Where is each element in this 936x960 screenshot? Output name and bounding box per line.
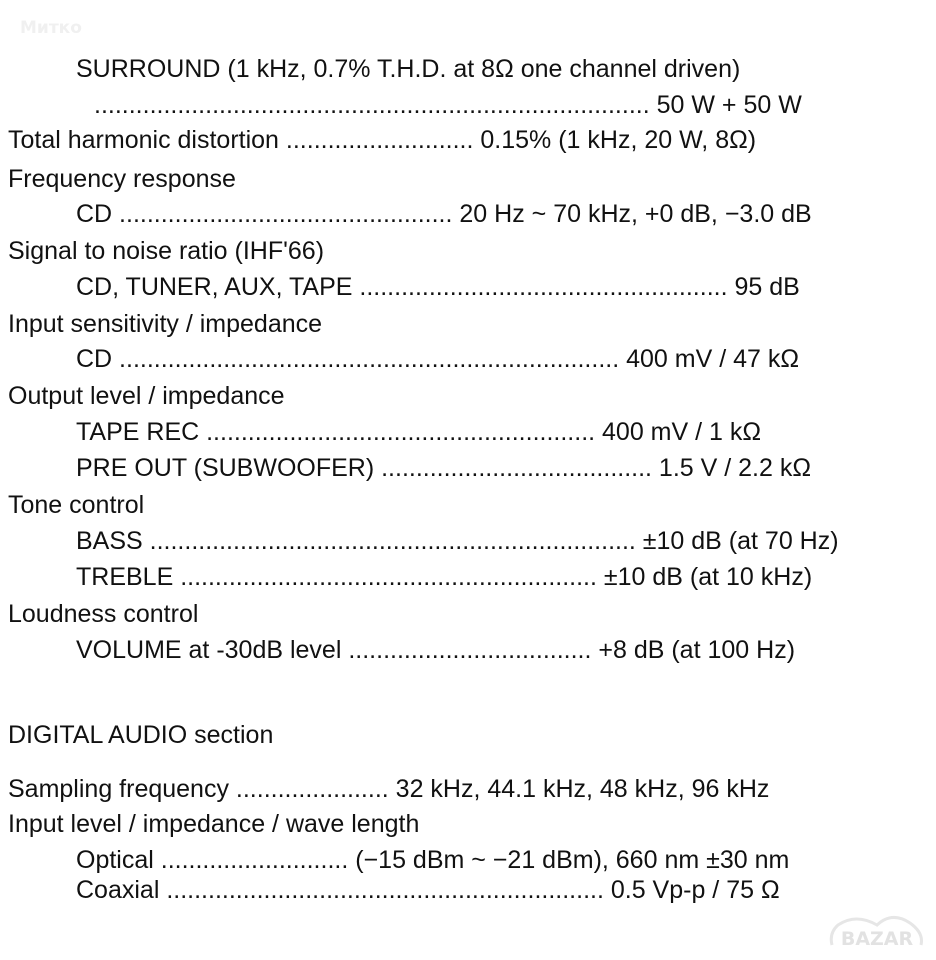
- surround-value-line: ................................................................................ 50 W + 50 W: [94, 91, 802, 119]
- svg-text:BAZAR: BAZAR: [840, 928, 914, 950]
- loudness-control-heading: Loudness control: [8, 600, 199, 628]
- frequency-response-heading: Frequency response: [8, 165, 236, 193]
- optical-line: Optical ........................... (−15 dBm ~ −21 dBm), 660 nm ±30 nm: [76, 846, 790, 874]
- input-sensitivity-heading: Input sensitivity / impedance: [8, 310, 323, 338]
- coaxial-line: Coaxial ............................................................... 0.5 Vp-p / 75 Ω: [76, 876, 780, 904]
- bass-line: BASS ...................................................................... ±10 dB (at 70 Hz): [76, 527, 839, 555]
- snr-heading: Signal to noise ratio (IHF'66): [8, 237, 325, 265]
- surround-heading: SURROUND (1 kHz, 0.7% T.H.D. at 8Ω one channel driven): [76, 55, 741, 83]
- pre-out-line: PRE OUT (SUBWOOFER) ....................................... 1.5 V / 2.2 kΩ: [76, 454, 812, 482]
- snr-line: CD, TUNER, AUX, TAPE ..................................................... 95 dB: [76, 273, 800, 301]
- digital-audio-section-title: DIGITAL AUDIO section: [8, 721, 274, 749]
- treble-line: TREBLE ............................................................ ±10 dB (at 10 kHz): [76, 563, 813, 591]
- thd-line: Total harmonic distortion ........................... 0.15% (1 kHz, 20 W, 8Ω): [8, 126, 757, 154]
- volume-line: VOLUME at -30dB level ................................... +8 dB (at 100 Hz): [76, 636, 796, 664]
- bazar-logo-watermark: [826, 915, 928, 951]
- input-level-heading: Input level / impedance / wave length: [8, 810, 420, 838]
- sampling-frequency-line: Sampling frequency ...................... 32 kHz, 44.1 kHz, 48 kHz, 96 kHz: [8, 775, 770, 803]
- tone-control-heading: Tone control: [8, 491, 145, 519]
- output-level-heading: Output level / impedance: [8, 382, 285, 410]
- watermark-text: Митко: [20, 18, 82, 38]
- input-sensitivity-cd-line: CD ........................................................................ 400 mV / 47 kΩ: [76, 345, 800, 373]
- tape-rec-line: TAPE REC ........................................................ 400 mV / 1 kΩ: [76, 418, 762, 446]
- frequency-response-cd-line: CD ................................................ 20 Hz ~ 70 kHz, +0 dB, −3.0 dB: [76, 200, 812, 228]
